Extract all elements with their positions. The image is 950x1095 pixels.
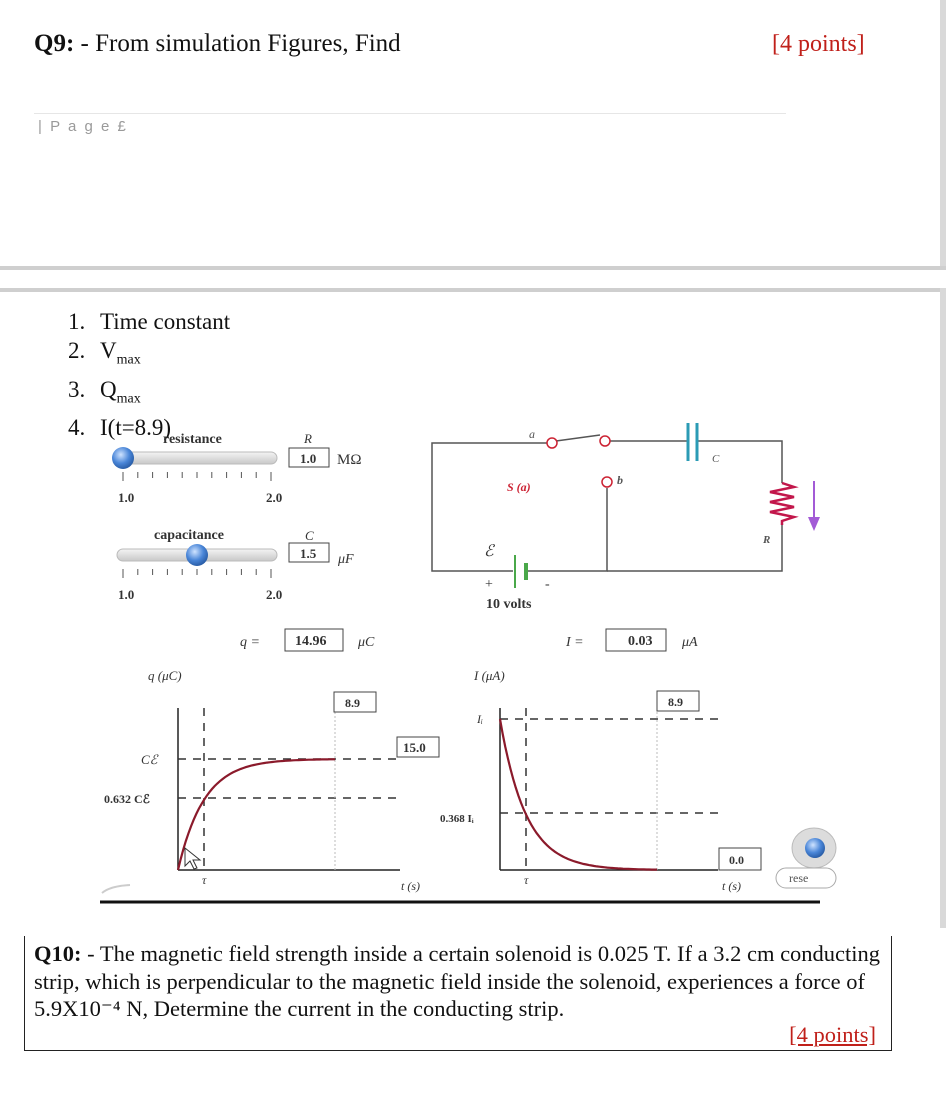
- resistance-slider-track[interactable]: [117, 452, 277, 464]
- reset-button-label: rese: [789, 871, 809, 885]
- current-tmin-value: 0.0: [729, 853, 744, 867]
- charge-632-label: 0.632 Cℰ: [104, 792, 150, 806]
- switch-b-label: b: [617, 473, 623, 487]
- capacitance-value: 1.5: [300, 546, 317, 561]
- resistance-min: 1.0: [118, 490, 135, 505]
- charge-graph-xlabel: t (s): [401, 879, 420, 893]
- capacitance-slider-handle[interactable]: [186, 544, 208, 566]
- cursor-arrow-icon: [185, 848, 200, 869]
- charge-readout-label: q =: [240, 635, 260, 650]
- resistance-slider-handle[interactable]: [112, 447, 134, 469]
- q9-heading: [34, 30, 401, 58]
- q9-points: [4 points]: [772, 31, 865, 57]
- resistance-label: resistance: [163, 432, 222, 447]
- battery-plus: +: [485, 577, 493, 592]
- panel-corner-decoration: [102, 885, 130, 893]
- charge-time-value: 8.9: [345, 696, 360, 710]
- current-graph-xlabel: t (s): [722, 879, 741, 893]
- capacitance-unit: μF: [338, 552, 354, 567]
- charge-full-label: Cℰ: [141, 752, 158, 767]
- list-item: 2. $V_{max}$: [68, 338, 141, 368]
- capacitance-ticks: [123, 569, 271, 578]
- q10-text-block: [34, 940, 884, 1023]
- resistance-max: 2.0: [266, 490, 283, 505]
- resistance-ticks: [123, 472, 271, 481]
- battery-minus: -: [545, 577, 550, 592]
- current-368-label: 0.368 Iᵢ: [440, 813, 474, 825]
- capacitance-min: 1.0: [118, 587, 135, 602]
- list-item: 3. $Q_{max}$: [68, 376, 141, 407]
- switch-arm: [556, 435, 600, 441]
- switch-label: S (a): [507, 480, 531, 494]
- resistor-icon: [770, 483, 794, 525]
- battery-voltage: 10 volts: [486, 597, 532, 612]
- capacitance-max: 2.0: [266, 587, 283, 602]
- current-full-label: Iᵢ: [477, 712, 483, 726]
- circuit-wire-return: [607, 525, 782, 571]
- current-readout-unit: μA: [682, 635, 698, 650]
- switch-terminal-a[interactable]: [547, 438, 557, 448]
- q10-text: - The magnetic field strength inside a certain solenoid is 0.025 T. If a 3.2 cm conducting strip, which is perpendicular to the magnetic field inside the solenoid, experiences a force of 5.9X10⁻⁴ N, Determine the current in the conducting strip.: [34, 941, 881, 1021]
- circuit-wire-bottom: [528, 488, 607, 571]
- resistance-unit: MΩ: [337, 452, 362, 468]
- charge-tmax-value: 15.0: [403, 740, 426, 755]
- circuit-wire-right: [697, 441, 782, 483]
- current-readout-value: 0.03: [628, 634, 653, 649]
- emf-label: ℰ: [484, 543, 494, 560]
- current-time-value: 8.9: [668, 695, 683, 709]
- list-item: 4. I(t=8.9): [68, 415, 172, 441]
- switch-pivot[interactable]: [600, 436, 610, 446]
- switch-a-label: a: [529, 427, 535, 441]
- charge-readout-value: 14.96: [295, 634, 327, 649]
- switch-terminal-b[interactable]: [602, 477, 612, 487]
- current-curve: [500, 719, 657, 870]
- charge-tau-label: τ: [202, 873, 207, 887]
- charge-graph-ylabel: q (μC): [148, 668, 182, 683]
- resistance-symbol: R: [304, 431, 312, 446]
- resistor-label: R: [763, 534, 771, 546]
- q9-number: Q9:: [34, 30, 75, 57]
- resistance-value: 1.0: [300, 451, 317, 466]
- page-separator: [0, 266, 946, 270]
- current-tau-label: τ: [524, 873, 529, 887]
- capacitance-label: capacitance: [154, 528, 224, 543]
- q10-number: Q10:: [34, 941, 82, 966]
- current-readout-label: I =: [566, 635, 584, 650]
- page-edge: [940, 0, 946, 270]
- q10-points: [4 points]: [789, 1022, 876, 1047]
- page-label: | P a g e £: [38, 118, 128, 135]
- capacitance-symbol: C: [305, 528, 314, 543]
- current-arrowhead-icon: [808, 517, 820, 531]
- current-graph-ylabel: I (μA): [474, 668, 505, 683]
- page-separator-top: [0, 288, 946, 292]
- reset-knob-icon[interactable]: [805, 838, 825, 858]
- rc-simulation-figure: [0, 420, 950, 910]
- charge-curve: [178, 759, 335, 870]
- q9-text: - From simulation Figures, Find: [80, 30, 401, 57]
- page-rule: [34, 113, 786, 114]
- capacitor-label: C: [712, 453, 720, 465]
- charge-readout-unit: μC: [358, 635, 375, 650]
- list-item: 1. Time constant: [68, 309, 231, 334]
